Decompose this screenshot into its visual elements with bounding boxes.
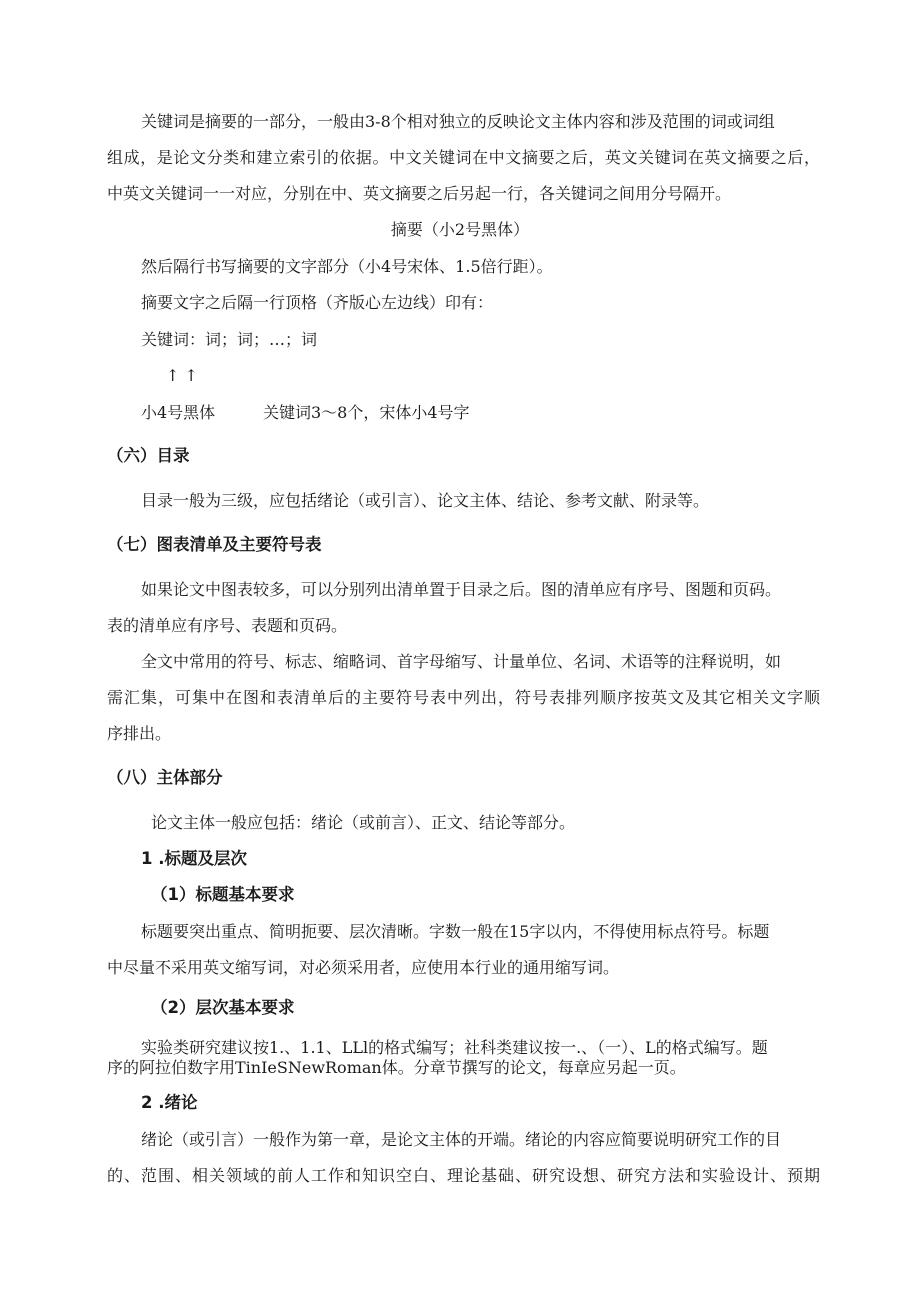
abstract-note-font: 小4号黑体 [141,403,216,422]
requirement-2-heading: （2）层次基本要求 [151,998,295,1017]
abstract-format-after: 摘要文字之后隔一行顶格（齐版心左边线）印有： [141,293,494,312]
section-8-heading: （八）主体部分 [107,768,223,787]
abstract-note-count: 关键词3～8个，宋体小4号字 [263,403,470,422]
requirement-2-line-1: 实验类研究建议按1.、1.1、LLl的格式编写；社科类建议按一.、（一）、L的格式编写。题 [141,1038,768,1057]
requirement-1-line-2: 中尽量不采用英文缩写词，对必须采用者，应使用本行业的通用缩写词。 [107,958,620,977]
subsection-2-heading: 2 .绪论 [141,1093,198,1112]
section-7-p1-line-1: 如果论文中图表较多，可以分别列出清单置于目录之后。图的清单应有序号、图题和页码。 [141,580,782,599]
abstract-format-title: 摘要（小2号黑体） [390,220,530,239]
subsection-2-line-2: 的、范围、相关领域的前人工作和知识空白、理论基础、研究设想、研究方法和实验设计、预期 [107,1166,820,1185]
section-7-p1-line-2: 表的清单应有序号、表题和页码。 [107,616,348,635]
section-8-intro: 论文主体一般应包括：绪论（或前言）、正文、结论等部分。 [151,813,576,832]
section-6-heading: （六）目录 [107,446,190,465]
requirement-1-heading: （1）标题基本要求 [151,885,295,904]
keywords-intro-line-2: 组成，是论文分类和建立索引的依据。中文关键词在中文摘要之后，英文关键词在英文摘要之后， [107,148,820,167]
requirement-1-line-1: 标题要突出重点、简明扼要、层次清晰。字数一般在15字以内，不得使用标点符号。标题 [141,922,770,941]
section-6-body: 目录一般为三级，应包括绪论（或引言）、论文主体、结论、参考文献、附录等。 [141,491,710,510]
subsection-1-heading: 1 .标题及层次 [141,849,247,868]
subsection-2-line-1: 绪论（或引言）一般作为第一章，是论文主体的开端。绪论的内容应简要说明研究工作的目 [141,1130,782,1149]
section-7-heading: （七）图表清单及主要符号表 [107,535,322,554]
keywords-intro-line-3: 中英文关键词一一对应，分别在中、英文摘要之后另起一行，各关键词之间用分号隔开。 [107,184,732,203]
abstract-arrows: ↑ ↑ [166,366,198,385]
abstract-keywords-line: 关键词：词；词；…；词 [141,330,318,349]
abstract-format-body: 然后隔行书写摘要的文字部分（小4号宋体、1.5倍行距）。 [141,257,553,276]
requirement-2-line-2: 序的阿拉伯数字用TinIeSNewRoman体。分章节撰写的论文，每章应另起一页。 [107,1058,686,1077]
section-7-p2-line-1: 全文中常用的符号、标志、缩略词、首字母缩写、计量单位、名词、术语等的注释说明，如 [141,652,782,671]
keywords-intro-line-1: 关键词是摘要的一部分，一般由3-8个相对独立的反映论文主体内容和涉及范围的词或词组 [141,112,775,131]
section-7-p2-line-2: 需汇集，可集中在图和表清单后的主要符号表中列出，符号表排列顺序按英文及其它相关文字顺 [107,688,820,707]
section-7-p2-line-3: 序排出。 [107,724,172,743]
